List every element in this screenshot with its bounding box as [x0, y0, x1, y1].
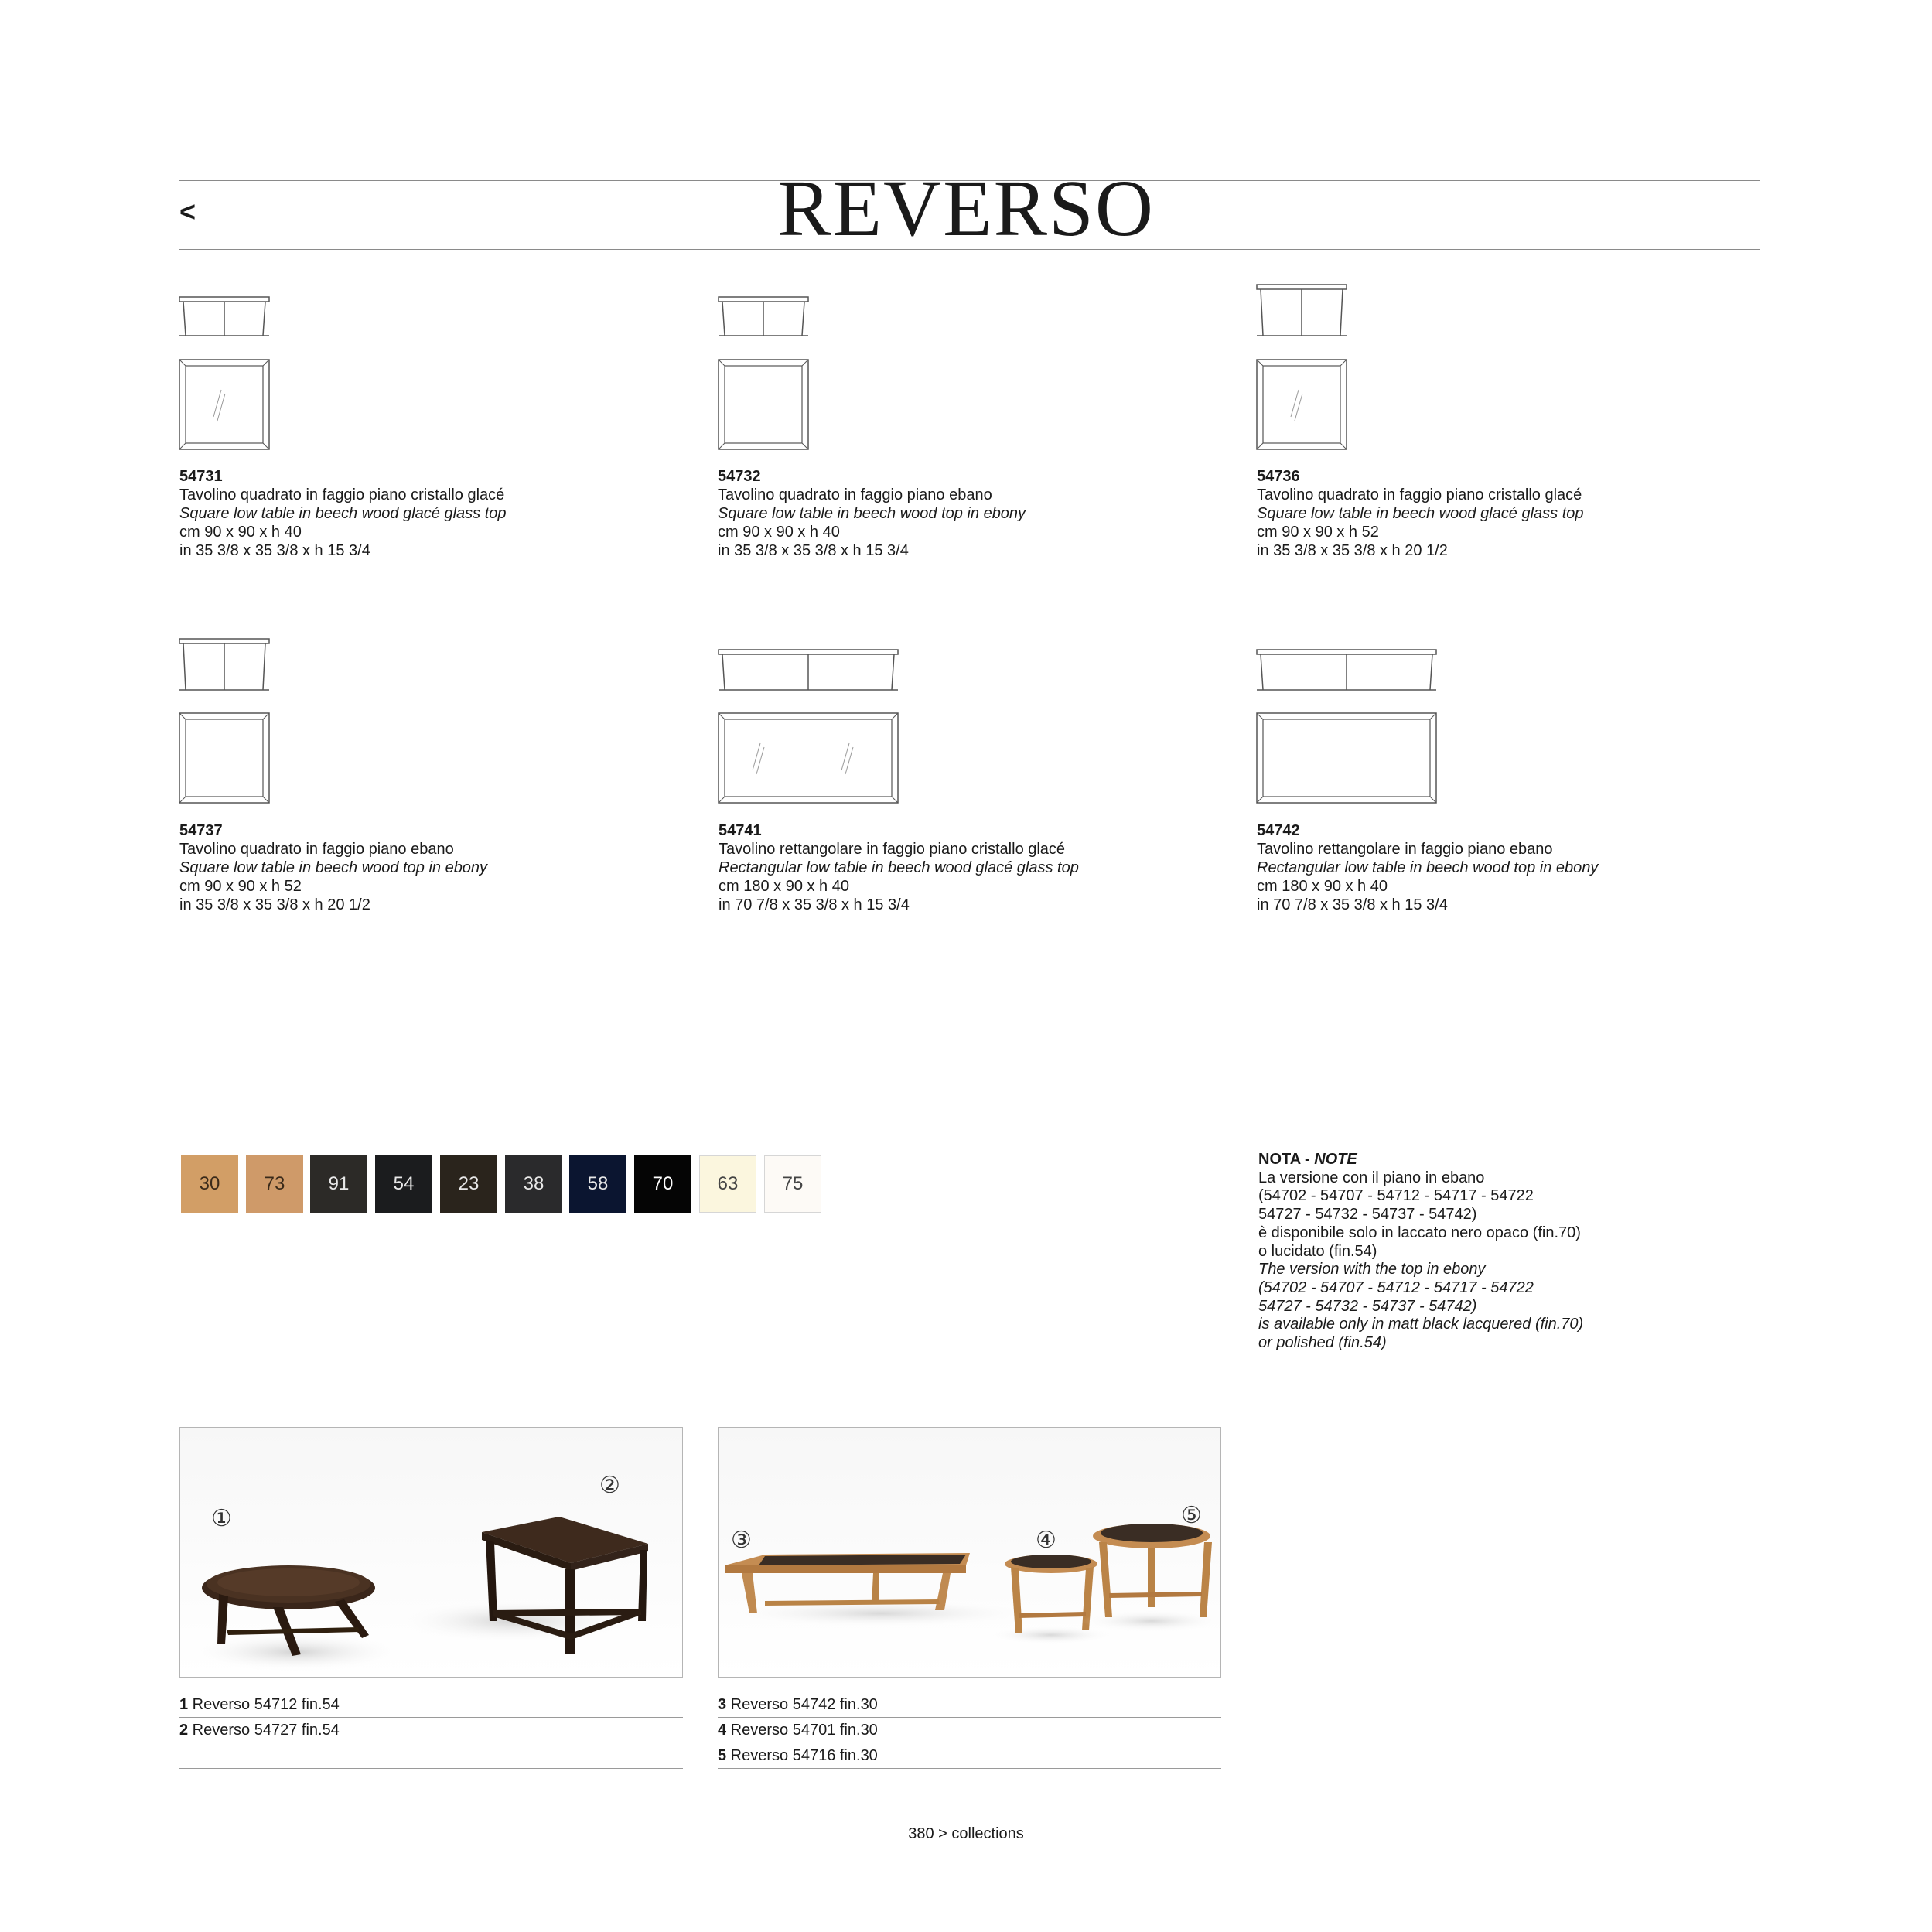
- product-size-in: in 35 3/8 x 35 3/8 x h 15 3/4: [179, 542, 370, 559]
- caption-text: Reverso 54716 fin.30: [726, 1747, 878, 1764]
- product-54732-top-drawing: [718, 359, 811, 452]
- caption-row: [718, 1692, 1221, 1718]
- note-en-line: 54727 - 54732 - 54737 - 54742): [1258, 1297, 1477, 1315]
- product-54732-side-drawing: [718, 295, 811, 339]
- product-54736-top-drawing: [1256, 359, 1349, 452]
- note-en-line: is available only in matt black lacquered (fin.70): [1258, 1316, 1584, 1333]
- product-code: 54732: [718, 468, 761, 485]
- caption-text: Reverso 54742 fin.30: [726, 1696, 878, 1713]
- photo-marker-2: ②: [599, 1473, 620, 1498]
- finish-code: 38: [523, 1173, 544, 1194]
- note-it-line: La versione con il piano in ebano: [1258, 1169, 1485, 1186]
- caption-text: Reverso 54727 fin.54: [188, 1722, 340, 1739]
- product-54742: [1257, 821, 1752, 914]
- finish-code: 58: [587, 1173, 609, 1194]
- product-size-cm: cm 90 x 90 x h 40: [718, 524, 840, 541]
- product-photo-2-illustration: [719, 1428, 1221, 1678]
- product-size-cm: cm 90 x 90 x h 52: [179, 878, 302, 895]
- caption-row: [179, 1718, 683, 1743]
- finish-swatch[interactable]: [699, 1155, 756, 1213]
- finish-swatch[interactable]: [181, 1155, 238, 1213]
- product-54741-side-drawing: [718, 648, 900, 693]
- finish-code: 73: [264, 1173, 285, 1194]
- product-size-in: in 35 3/8 x 35 3/8 x h 20 1/2: [179, 896, 370, 913]
- product-photo-1: [179, 1427, 683, 1678]
- product-54731: [179, 467, 674, 560]
- caption-number: 4: [718, 1722, 727, 1739]
- note-block: [1258, 1151, 1722, 1353]
- caption-text: Reverso 54701 fin.30: [726, 1722, 878, 1739]
- product-size-cm: cm 180 x 90 x h 40: [1257, 878, 1388, 895]
- note-heading-it: NOTA -: [1258, 1151, 1315, 1168]
- product-54736-side-drawing: [1256, 283, 1349, 339]
- finish-code: 75: [782, 1173, 804, 1194]
- product-description-it: Tavolino quadrato in faggio piano cristallo glacé: [179, 486, 505, 503]
- product-code: 54741: [719, 822, 762, 839]
- note-it-line: è disponibile solo in laccato nero opaco (fin.70): [1258, 1224, 1581, 1241]
- note-heading-en: NOTE: [1314, 1151, 1357, 1168]
- caption-number: 2: [179, 1722, 189, 1739]
- product-code: 54742: [1257, 822, 1300, 839]
- photo-marker-3: ③: [731, 1528, 752, 1553]
- product-54741-top-drawing: [718, 712, 900, 805]
- caption-row-empty: [179, 1743, 683, 1769]
- finish-code: 91: [328, 1173, 350, 1194]
- finish-code: 23: [458, 1173, 480, 1194]
- product-size-in: in 35 3/8 x 35 3/8 x h 15 3/4: [718, 542, 909, 559]
- finish-swatch[interactable]: [375, 1155, 432, 1213]
- note-en-line: The version with the top in ebony: [1258, 1261, 1486, 1278]
- product-description-it: Tavolino quadrato in faggio piano cristallo glacé: [1257, 486, 1582, 503]
- product-size-cm: cm 90 x 90 x h 40: [179, 524, 302, 541]
- finish-swatch[interactable]: [310, 1155, 367, 1213]
- caption-row: [718, 1718, 1221, 1743]
- caption-number: 3: [718, 1696, 727, 1713]
- finish-code: 54: [393, 1173, 415, 1194]
- product-code: 54736: [1257, 468, 1300, 485]
- back-button[interactable]: <: [179, 196, 196, 227]
- product-54741: [719, 821, 1213, 914]
- product-description-en: Rectangular low table in beech wood top in ebony: [1257, 859, 1599, 876]
- product-54731-side-drawing: [179, 295, 271, 339]
- product-54737: [179, 821, 674, 914]
- note-heading: [1258, 1151, 1722, 1169]
- finish-swatch[interactable]: [569, 1155, 626, 1213]
- note-it-line: 54727 - 54732 - 54737 - 54742): [1258, 1206, 1477, 1224]
- product-size-in: in 35 3/8 x 35 3/8 x h 20 1/2: [1257, 542, 1448, 559]
- product-54731-top-drawing: [179, 359, 271, 452]
- caption-row: [179, 1692, 683, 1718]
- page-footer: 380 > collections: [908, 1825, 1024, 1842]
- product-size-in: in 70 7/8 x 35 3/8 x h 15 3/4: [1257, 896, 1448, 913]
- product-54742-side-drawing: [1256, 648, 1439, 693]
- finish-swatch[interactable]: [246, 1155, 303, 1213]
- finish-swatch[interactable]: [440, 1155, 497, 1213]
- finish-swatch[interactable]: [764, 1155, 821, 1213]
- caption-number: 5: [718, 1747, 727, 1764]
- product-size-in: in 70 7/8 x 35 3/8 x h 15 3/4: [719, 896, 910, 913]
- product-photo-2: [718, 1427, 1221, 1678]
- product-description-en: Square low table in beech wood glacé glass top: [1257, 505, 1584, 522]
- product-description-en: Rectangular low table in beech wood glacé glass top: [719, 859, 1079, 876]
- product-54737-top-drawing: [179, 712, 271, 805]
- finish-code: 30: [199, 1173, 220, 1194]
- product-description-en: Square low table in beech wood top in ebony: [179, 859, 488, 876]
- caption-text: Reverso 54712 fin.54: [188, 1696, 340, 1713]
- product-54732: [718, 467, 1213, 560]
- product-size-cm: cm 90 x 90 x h 52: [1257, 524, 1379, 541]
- product-code: 54737: [179, 822, 223, 839]
- finish-swatch[interactable]: [634, 1155, 691, 1213]
- page-title: REVERSO: [777, 164, 1155, 253]
- product-54742-top-drawing: [1256, 712, 1439, 805]
- product-description-it: Tavolino quadrato in faggio piano ebano: [179, 841, 454, 858]
- caption-row: [718, 1743, 1221, 1769]
- photo-marker-4: ④: [1036, 1528, 1056, 1553]
- photo-marker-5: ⑤: [1181, 1503, 1202, 1528]
- product-code: 54731: [179, 468, 223, 485]
- finish-code: 70: [652, 1173, 674, 1194]
- caption-number: 1: [179, 1696, 189, 1713]
- product-photo-1-illustration: [180, 1428, 683, 1678]
- product-description-en: Square low table in beech wood top in ebony: [718, 505, 1026, 522]
- product-54736: [1257, 467, 1752, 560]
- product-description-it: Tavolino rettangolare in faggio piano ebano: [1257, 841, 1553, 858]
- note-it-line: (54702 - 54707 - 54712 - 54717 - 54722: [1258, 1187, 1534, 1205]
- note-en-line: or polished (fin.54): [1258, 1334, 1387, 1352]
- finish-code: 63: [717, 1173, 739, 1194]
- product-size-cm: cm 180 x 90 x h 40: [719, 878, 849, 895]
- product-54737-side-drawing: [179, 637, 271, 693]
- note-en-line: (54702 - 54707 - 54712 - 54717 - 54722: [1258, 1278, 1534, 1296]
- product-description-it: Tavolino rettangolare in faggio piano cristallo glacé: [719, 841, 1066, 858]
- product-description-en: Square low table in beech wood glacé glass top: [179, 505, 507, 522]
- finish-swatch[interactable]: [505, 1155, 562, 1213]
- product-description-it: Tavolino quadrato in faggio piano ebano: [718, 486, 992, 503]
- photo-marker-1: ①: [211, 1506, 232, 1531]
- note-it-line: o lucidato (fin.54): [1258, 1242, 1377, 1260]
